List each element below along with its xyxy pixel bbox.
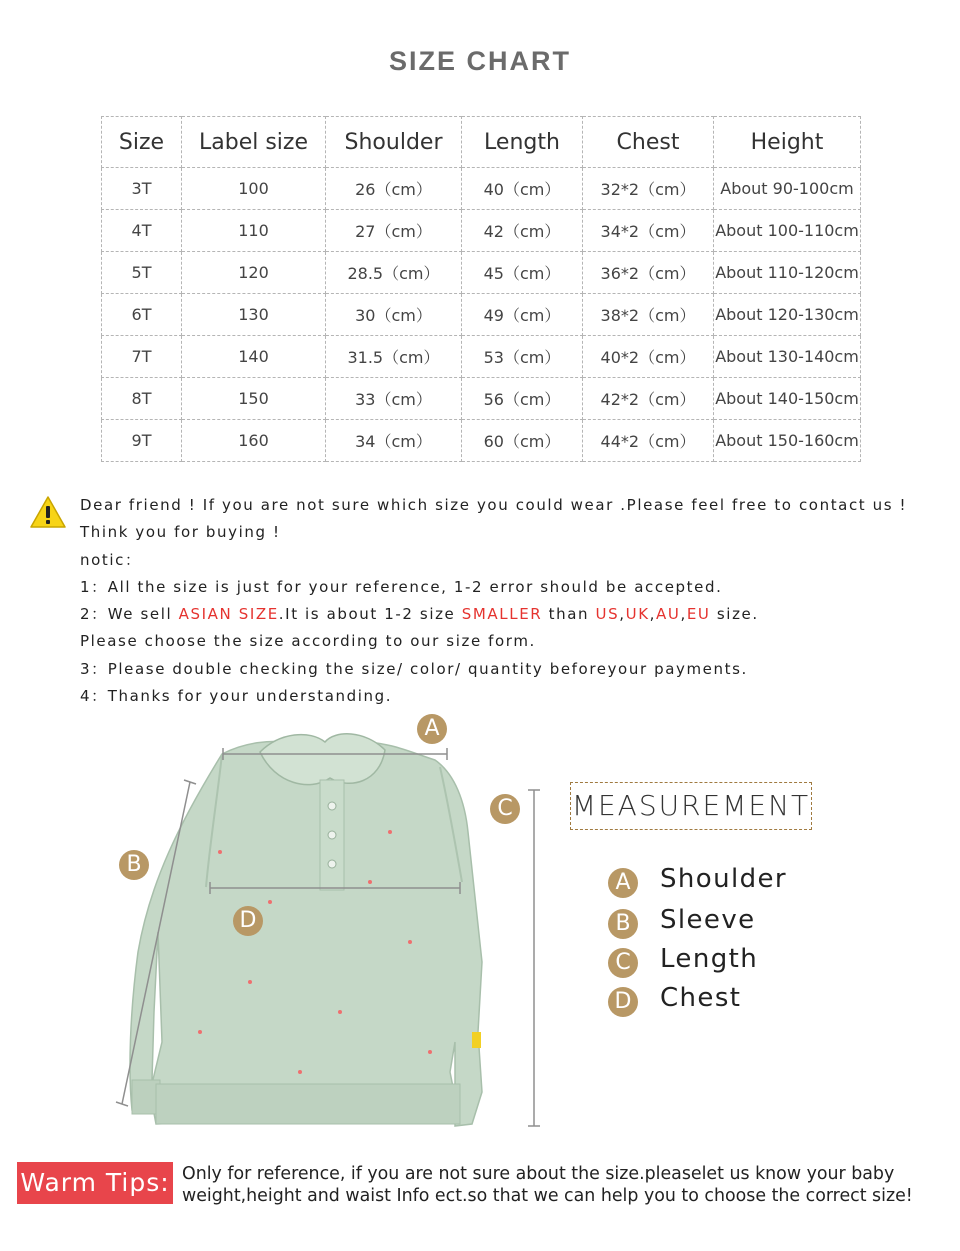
cell-height: About 100-110cm <box>714 210 861 252</box>
note-line: Think you for buying ! <box>80 523 281 542</box>
cell-length: 40（cm） <box>462 168 583 210</box>
table-row <box>102 378 861 420</box>
cell-height: About 130-140cm <box>714 336 861 378</box>
note-line: 3：Please double checking the size/ color/ quantity beforeyour payments. <box>80 659 748 678</box>
au-highlight: AU <box>656 605 681 624</box>
cell-label-size: 120 <box>182 252 326 294</box>
note-line: 4：Thanks for your understanding. <box>80 687 393 706</box>
cell-length: 56（cm） <box>462 378 583 420</box>
header-size: Size <box>102 117 182 168</box>
cell-size: 3T <box>102 168 182 210</box>
cell-label-size: 100 <box>182 168 326 210</box>
badge-d: D <box>233 906 263 936</box>
measurement-title: MEASUREMENT <box>570 782 812 830</box>
cell-label-size: 130 <box>182 294 326 336</box>
cell-chest: 44*2（cm） <box>583 420 714 462</box>
cell-chest: 34*2（cm） <box>583 210 714 252</box>
cell-shoulder: 31.5（cm） <box>326 336 462 378</box>
legend-label-chest: Chest <box>660 983 742 1013</box>
note-text: .It is about 1-2 size <box>278 605 462 624</box>
cell-size: 8T <box>102 378 182 420</box>
cell-height: About 150-160cm <box>714 420 861 462</box>
page-title: SIZE CHART <box>389 46 571 76</box>
note-text: size. <box>710 605 759 624</box>
table-row <box>102 420 861 462</box>
note-line: notic： <box>80 550 142 569</box>
cell-size: 5T <box>102 252 182 294</box>
cell-length: 53（cm） <box>462 336 583 378</box>
note-text: than <box>542 605 596 624</box>
eu-highlight: EU <box>686 605 711 624</box>
header-chest: Chest <box>583 117 714 168</box>
smaller-highlight: SMALLER <box>461 605 543 624</box>
table-row <box>102 210 861 252</box>
warm-tips-label: Warm Tips: <box>17 1162 173 1204</box>
legend-label-shoulder: Shoulder <box>660 864 787 894</box>
cell-shoulder: 28.5（cm） <box>326 252 462 294</box>
comma: , <box>649 605 657 624</box>
header-label-size: Label size <box>182 117 326 168</box>
note-line: Please choose the size according to our size form. <box>80 632 536 651</box>
table-row <box>102 168 861 210</box>
cell-size: 4T <box>102 210 182 252</box>
garment-shirt <box>130 734 482 1126</box>
uk-highlight: UK <box>625 605 650 624</box>
header-shoulder: Shoulder <box>326 117 462 168</box>
table-header-row <box>102 117 861 168</box>
cell-height: About 140-150cm <box>714 378 861 420</box>
legend-badge-b: B <box>608 909 638 939</box>
comma: , <box>680 605 687 624</box>
note-line: 1：All the size is just for your reference, 1-2 error should be accepted. <box>80 577 723 596</box>
cell-shoulder: 33（cm） <box>326 378 462 420</box>
cell-length: 49（cm） <box>462 294 583 336</box>
legend-badge-a: A <box>608 868 638 898</box>
header-height: Height <box>714 117 861 168</box>
cell-shoulder: 26（cm） <box>326 168 462 210</box>
garment-diagram <box>110 712 550 1132</box>
table-row <box>102 252 861 294</box>
header-length: Length <box>462 117 583 168</box>
cell-height: About 90-100cm <box>714 168 861 210</box>
note-line: Dear friend ! If you are not sure which size you could wear .Please feel free to contact us ! <box>80 496 908 514</box>
cell-shoulder: 30（cm） <box>326 294 462 336</box>
badge-a: A <box>417 714 447 744</box>
legend-badge-d: D <box>608 987 638 1017</box>
legend-badge-c: C <box>608 948 638 978</box>
cell-length: 45（cm） <box>462 252 583 294</box>
table-row <box>102 294 861 336</box>
cell-size: 7T <box>102 336 182 378</box>
cell-shoulder: 34（cm） <box>326 420 462 462</box>
cell-height: About 110-120cm <box>714 252 861 294</box>
cell-chest: 40*2（cm） <box>583 336 714 378</box>
cell-size: 6T <box>102 294 182 336</box>
cell-length: 60（cm） <box>462 420 583 462</box>
size-table <box>101 116 861 462</box>
table-row <box>102 336 861 378</box>
cell-height: About 120-130cm <box>714 294 861 336</box>
badge-c: C <box>490 794 520 824</box>
asian-size-highlight: ASIAN SIZE <box>178 605 279 624</box>
cell-chest: 32*2（cm） <box>583 168 714 210</box>
legend-label-length: Length <box>660 944 759 974</box>
comma: , <box>619 605 626 624</box>
note-line-asian-size <box>80 601 950 628</box>
cell-chest: 38*2（cm） <box>583 294 714 336</box>
badge-b: B <box>119 850 149 880</box>
cell-label-size: 150 <box>182 378 326 420</box>
cell-size: 9T <box>102 420 182 462</box>
warm-tips-text: Only for reference, if you are not sure about the size.pleaselet us know your baby weight,height and waist Info ect.so that we can help you to choose the correct size! <box>182 1164 913 1206</box>
cell-label-size: 140 <box>182 336 326 378</box>
us-highlight: US <box>595 605 620 624</box>
cell-chest: 36*2（cm） <box>583 252 714 294</box>
cell-label-size: 110 <box>182 210 326 252</box>
cell-length: 42（cm） <box>462 210 583 252</box>
cell-shoulder: 27（cm） <box>326 210 462 252</box>
notes-block <box>80 492 950 710</box>
cell-chest: 42*2（cm） <box>583 378 714 420</box>
note-text: 2：We sell <box>80 605 179 624</box>
warning-icon <box>30 496 66 528</box>
cell-label-size: 160 <box>182 420 326 462</box>
legend-label-sleeve: Sleeve <box>660 905 756 935</box>
